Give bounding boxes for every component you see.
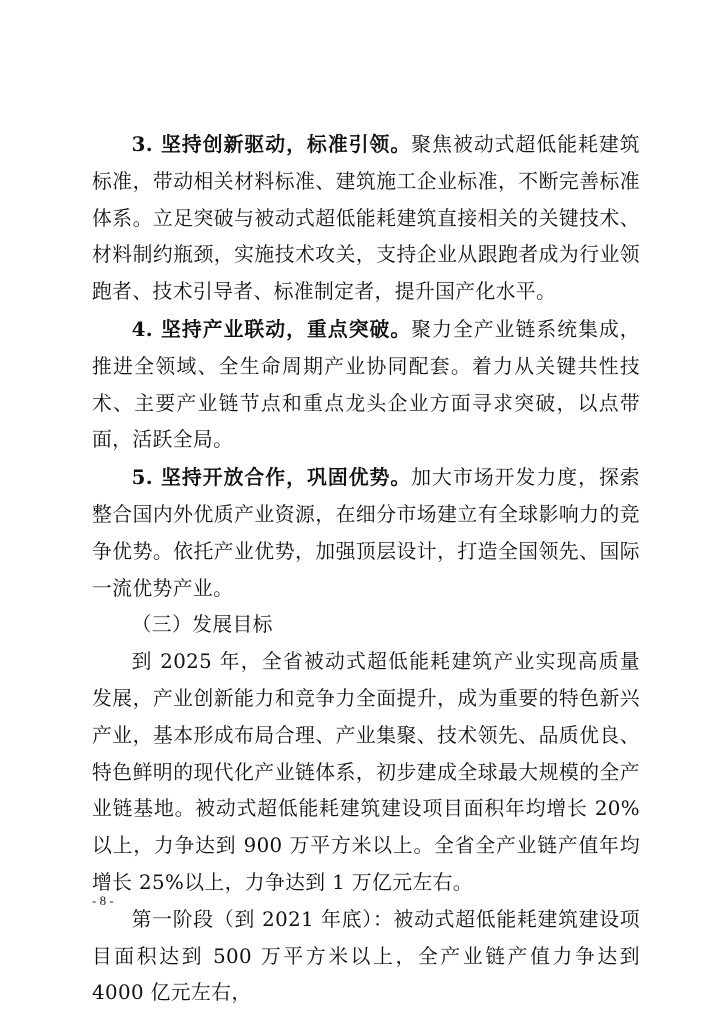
section-heading: （三）发展目标 — [131, 613, 273, 637]
principle-lead-4: 4. 坚持产业联动，重点突破。 — [131, 316, 412, 341]
document-body — [92, 126, 640, 1012]
phase-paragraph: 第一阶段（到 2021 年底）：被动式超低能耗建筑建设项目面积达到 500 万平方米以上，全产业链产值力争达到 4000 亿元左右， — [92, 907, 640, 1005]
principle-body-5: 加大市场开发力度，探索整合国内外优质产业资源，在细分市场建立有全球影响力的竞争优势。依托产业优势，加强顶层设计，打造全国领先、国际一流优势产业。 — [92, 466, 640, 600]
principle-paragraph-5 — [92, 459, 640, 607]
principle-lead-5: 5. 坚持开放合作，巩固优势。 — [131, 465, 412, 490]
goal-paragraph: 到 2025 年，全省被动式超低能耗建筑产业实现高质量发展，产业创新能力和竞争力全面提升，成为重要的特色新兴产业，基本形成布局合理、产业集聚、技术领先、品质优良、特色鲜明的现代化产业链体系，初步建成全球最大规模的全产业链基地。被动式超低能耗建筑建设项目面积年均增长 20%以上，力争达到 900 万平方米以上。全省全产业链产值年均增长 25%以上，力争达到 1 万亿元左右。 — [92, 650, 640, 894]
principle-body-4: 聚力全产业链系统集成，推进全领域、全生命周期产业协同配套。着力从关键共性技术、主要产业链节点和重点龙头企业方面寻求突破，以点带面，活跃全局。 — [92, 317, 640, 452]
principle-paragraph-4 — [92, 311, 640, 459]
principle-paragraph-3 — [92, 126, 640, 311]
page-number: - 8 - — [92, 893, 114, 908]
principle-body-3: 聚焦被动式超低能耗建筑标准，带动相关材料标准、建筑施工企业标准，不断完善标准体系。立足突破与被动式超低能耗建筑直接相关的关键技术、材料制约瓶颈，实施技术攻关，支持企业从跟跑者成为行业领跑者、技术引导者、标准制定者，提升国产化水平。 — [92, 133, 640, 304]
principle-lead-3: 3. 坚持创新驱动，标准引领。 — [131, 132, 412, 156]
